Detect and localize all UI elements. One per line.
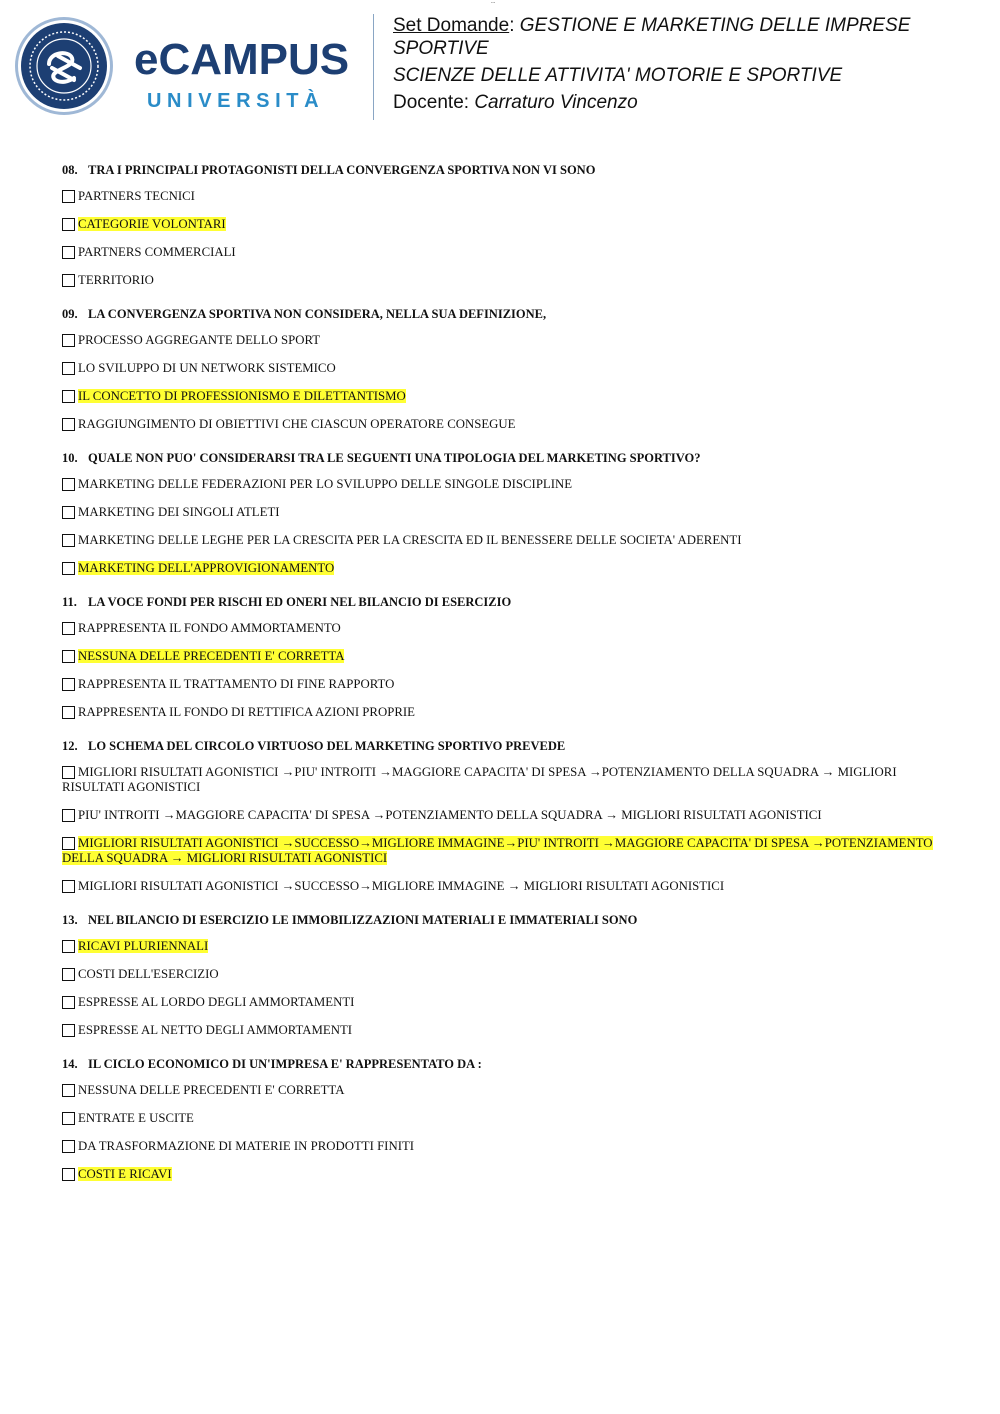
answer-option[interactable] (62, 939, 942, 954)
answer-text: NESSUNA DELLE PRECEDENTI E' CORRETTA (78, 1083, 345, 1097)
answer-option[interactable] (62, 967, 942, 982)
answer-option[interactable] (62, 836, 942, 866)
header-info (393, 14, 983, 118)
answer-text-highlighted: RICAVI PLURIENNALI (78, 939, 209, 953)
checkbox-icon[interactable] (62, 1084, 75, 1097)
header-divider (373, 14, 374, 120)
answer-option[interactable] (62, 505, 942, 520)
question-number: 13. (62, 913, 78, 927)
question-number: 11. (62, 595, 77, 609)
answer-option[interactable] (62, 649, 942, 664)
checkbox-icon[interactable] (62, 534, 75, 547)
answer-text: MARKETING DELLE LEGHE PER LA CRESCITA PER LA CRESCITA ED IL BENESSERE DELLE SOCIETA' ADERENTI (78, 533, 742, 547)
logo-wordmark: eCAMPUS (134, 35, 350, 84)
course-title: SCIENZE DELLE ATTIVITA' MOTORIE E SPORTIVE (393, 65, 843, 86)
checkbox-icon[interactable] (62, 678, 75, 691)
question-number: 10. (62, 451, 78, 465)
answer-text: MIGLIORI RISULTATI AGONISTICI →SUCCESSO→MIGLIORE IMMAGINE → MIGLIORI RISULTATI AGONISTICI (78, 879, 725, 893)
checkbox-icon[interactable] (62, 968, 75, 981)
answer-text-highlighted: MIGLIORI RISULTATI AGONISTICI →SUCCESSO→MIGLIORE IMMAGINE→PIU' INTROITI →MAGGIORE CAPACITA' DI SPESA →POTENZIAMENTO DELLA SQUADRA → MIGLIORI RISULTATI AGONISTICI (62, 836, 933, 865)
answer-option[interactable] (62, 995, 942, 1010)
question-text: LO SCHEMA DEL CIRCOLO VIRTUOSO DEL MARKETING SPORTIVO PREVEDE (88, 739, 566, 753)
question-title (62, 913, 942, 928)
checkbox-icon[interactable] (62, 996, 75, 1009)
answer-text: MIGLIORI RISULTATI AGONISTICI →PIU' INTROITI →MAGGIORE CAPACITA' DI SPESA →POTENZIAMENTO DELLA SQUADRA → MIGLIORI RISULTATI AGONISTICI (62, 765, 897, 794)
checkbox-icon[interactable] (62, 1112, 75, 1125)
question-number: 12. (62, 739, 78, 753)
checkbox-icon[interactable] (62, 390, 75, 403)
ecampus-logo (14, 16, 359, 116)
answer-option[interactable] (62, 533, 942, 548)
answer-option[interactable] (62, 561, 942, 576)
answer-option[interactable] (62, 361, 942, 376)
answer-text: ESPRESSE AL NETTO DEGLI AMMORTAMENTI (78, 1023, 353, 1037)
checkbox-icon[interactable] (62, 478, 75, 491)
answer-option[interactable] (62, 477, 942, 492)
question-block (62, 307, 942, 432)
question-list (62, 163, 942, 1201)
answer-text: RAGGIUNGIMENTO DI OBIETTIVI CHE CIASCUN OPERATORE CONSEGUE (78, 417, 516, 431)
checkbox-icon[interactable] (62, 362, 75, 375)
answer-option[interactable] (62, 217, 942, 232)
answer-option[interactable] (62, 705, 942, 720)
checkbox-icon[interactable] (62, 418, 75, 431)
answer-option[interactable] (62, 245, 942, 260)
answer-option[interactable] (62, 677, 942, 692)
answer-text: ESPRESSE AL LORDO DEGLI AMMORTAMENTI (78, 995, 355, 1009)
checkbox-icon[interactable] (62, 334, 75, 347)
checkbox-icon[interactable] (62, 766, 75, 779)
answer-text: PARTNERS COMMERCIALI (78, 245, 236, 259)
set-domande-row (393, 14, 983, 60)
answer-text: PIU' INTROITI →MAGGIORE CAPACITA' DI SPESA →POTENZIAMENTO DELLA SQUADRA → MIGLIORI RISULTATI AGONISTICI (78, 808, 822, 822)
answer-text: MARKETING DELLE FEDERAZIONI PER LO SVILUPPO DELLE SINGOLE DISCIPLINE (78, 477, 573, 491)
answer-option[interactable] (62, 808, 942, 823)
checkbox-icon[interactable] (62, 940, 75, 953)
docente-row (393, 91, 983, 114)
checkbox-icon[interactable] (62, 706, 75, 719)
answer-option[interactable] (62, 1111, 942, 1126)
answer-text: DA TRASFORMAZIONE DI MATERIE IN PRODOTTI FINITI (78, 1139, 415, 1153)
header-mark: ••• (491, 0, 496, 5)
question-block (62, 913, 942, 1038)
checkbox-icon[interactable] (62, 562, 75, 575)
answer-text: TERRITORIO (78, 273, 154, 287)
question-block (62, 739, 942, 894)
question-number: 08. (62, 163, 78, 177)
question-text: LA VOCE FONDI PER RISCHI ED ONERI NEL BILANCIO DI ESERCIZIO (88, 595, 512, 609)
checkbox-icon[interactable] (62, 1024, 75, 1037)
question-title (62, 1057, 942, 1072)
answer-text: RAPPRESENTA IL TRATTAMENTO DI FINE RAPPORTO (78, 677, 395, 691)
question-title (62, 739, 942, 754)
university-seal-icon (14, 16, 114, 116)
question-number: 14. (62, 1057, 78, 1071)
question-title (62, 307, 942, 322)
checkbox-icon[interactable] (62, 218, 75, 231)
answer-text: RAPPRESENTA IL FONDO DI RETTIFICA AZIONI PROPRIE (78, 705, 415, 719)
answer-option[interactable] (62, 1083, 942, 1098)
question-text: IL CICLO ECONOMICO DI UN'IMPRESA E' RAPPRESENTATO DA : (88, 1057, 482, 1071)
checkbox-icon[interactable] (62, 506, 75, 519)
answer-text: COSTI DELL'ESERCIZIO (78, 967, 219, 981)
question-title (62, 163, 942, 178)
checkbox-icon[interactable] (62, 880, 75, 893)
checkbox-icon[interactable] (62, 246, 75, 259)
checkbox-icon[interactable] (62, 622, 75, 635)
question-text: QUALE NON PUO' CONSIDERARSI TRA LE SEGUENTI UNA TIPOLOGIA DEL MARKETING SPORTIVO? (88, 451, 701, 465)
answer-text: PROCESSO AGGREGANTE DELLO SPORT (78, 333, 321, 347)
answer-text-highlighted: NESSUNA DELLE PRECEDENTI E' CORRETTA (78, 649, 345, 663)
answer-option[interactable] (62, 765, 942, 795)
checkbox-icon[interactable] (62, 274, 75, 287)
question-title (62, 595, 942, 610)
set-title: GESTIONE E MARKETING DELLE IMPRESE SPORTIVE (393, 15, 911, 59)
answer-option[interactable] (62, 621, 942, 636)
question-number: 09. (62, 307, 78, 321)
logo-subtitle: UNIVERSITÀ (147, 90, 325, 112)
question-block (62, 595, 942, 720)
checkbox-icon[interactable] (62, 1140, 75, 1153)
answer-option[interactable] (62, 417, 942, 432)
page-header (0, 0, 1000, 140)
question-text: TRA I PRINCIPALI PROTAGONISTI DELLA CONVERGENZA SPORTIVA NON VI SONO (88, 163, 596, 177)
answer-option[interactable] (62, 333, 942, 348)
answer-text: RAPPRESENTA IL FONDO AMMORTAMENTO (78, 621, 341, 635)
answer-option[interactable] (62, 389, 942, 404)
answer-option[interactable] (62, 273, 942, 288)
question-block (62, 451, 942, 576)
checkbox-icon[interactable] (62, 1168, 75, 1181)
answer-text: ENTRATE E USCITE (78, 1111, 194, 1125)
answer-text-highlighted: IL CONCETTO DI PROFESSIONISMO E DILETTANTISMO (78, 389, 406, 403)
question-block (62, 1057, 942, 1182)
question-title (62, 451, 942, 466)
checkbox-icon[interactable] (62, 837, 75, 850)
set-label: Set Domande (393, 15, 510, 36)
docente-name: Carraturo Vincenzo (474, 92, 638, 113)
answer-option[interactable] (62, 879, 942, 894)
answer-text: MARKETING DEI SINGOLI ATLETI (78, 505, 280, 519)
answer-option[interactable] (62, 1167, 942, 1182)
answer-option[interactable] (62, 1023, 942, 1038)
answer-text-highlighted: CATEGORIE VOLONTARI (78, 217, 226, 231)
course-row (393, 64, 983, 87)
checkbox-icon[interactable] (62, 190, 75, 203)
question-text: LA CONVERGENZA SPORTIVA NON CONSIDERA, NELLA SUA DEFINIZIONE, (88, 307, 547, 321)
answer-text-highlighted: COSTI E RICAVI (78, 1167, 172, 1181)
answer-option[interactable] (62, 1139, 942, 1154)
question-block (62, 163, 942, 288)
docente-label: Docente: (393, 92, 470, 113)
answer-text-highlighted: MARKETING DELL'APPROVIGIONAMENTO (78, 561, 335, 575)
answer-text: LO SVILUPPO DI UN NETWORK SISTEMICO (78, 361, 336, 375)
question-text: NEL BILANCIO DI ESERCIZIO LE IMMOBILIZZAZIONI MATERIALI E IMMATERIALI SONO (88, 913, 638, 927)
checkbox-icon[interactable] (62, 809, 75, 822)
checkbox-icon[interactable] (62, 650, 75, 663)
set-colon: : (509, 15, 520, 36)
answer-option[interactable] (62, 189, 942, 204)
answer-text: PARTNERS TECNICI (78, 189, 195, 203)
